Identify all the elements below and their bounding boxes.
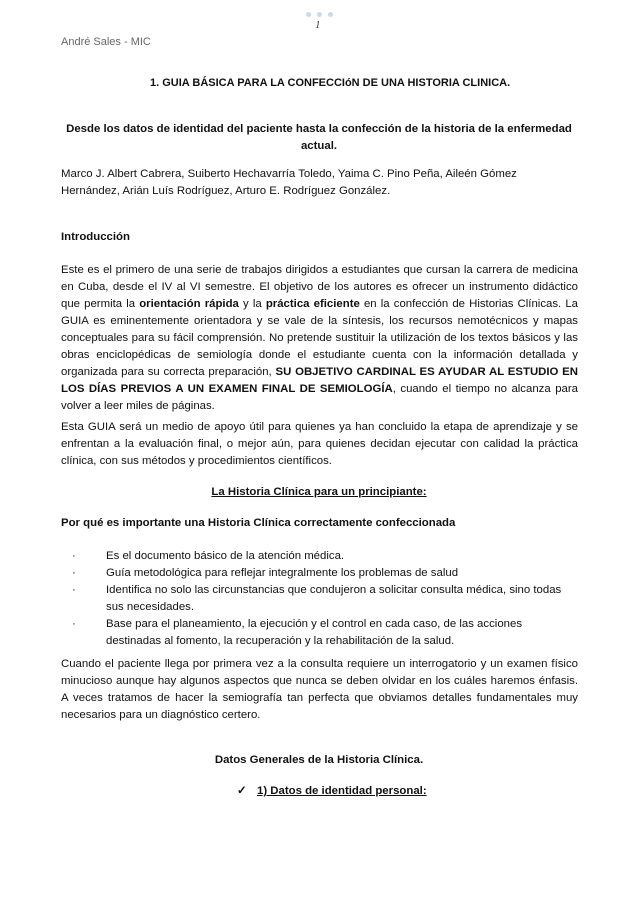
document-title: 1. GUIA BÁSICA PARA LA CONFECCIóN DE UNA HISTORIA CLINICA. bbox=[150, 77, 511, 89]
document-subtitle: Desde los datos de identidad del paciente hasta la confección de la historia de la enfermedad actual. bbox=[66, 123, 572, 152]
page-dots-icon bbox=[306, 12, 336, 20]
intro-paragraph-1: Este es el primero de una serie de trabajos dirigidos a estudiantes que cursan la carrera de medicina en Cuba, desde el IV al VI semestre. El objetivo de los autores es ofrecer un instrumento didáctico que permita la orientación rápida y la práctica eficiente en la confección de Historias Clínicas. La GUIA es eminentemente orientadora y se vale de la síntesis, los recursos nemotécnicos y mapas conceptuales para su fácil comprensión. No pretende sustituir la utilización de los textos básicos y las obras enciclopédicas de semiología donde el estudiante cuenta con la información detallada y organizada para su correcta preparación, SU OBJETIVO CARDINAL ES AYUDAR AL ESTUDIO EN LOS DÍAS PREVIOS A UN EXAMEN FINAL DE SEMIOLOGÍA, cuando el tiempo no alcanza para volver a leer miles de páginas. bbox=[61, 264, 579, 412]
bullet-icon: · bbox=[72, 584, 76, 596]
page-number: 1 bbox=[315, 19, 321, 31]
paragraph-3: Cuando el paciente llega por primera vez a la consulta requiere un interrogatorio y un examen físico minucioso aunque hay algunos aspectos que nunca se deben olvidar en los cuáles haremos énfasis. A veces tratamos de hacer la semiografía tan perfecta que obviamos detalles fundamentales muy necesarios para un diagnóstico certero. bbox=[61, 658, 578, 721]
authors-list: Marco J. Albert Cabrera, Suiberto Hechavarría Toledo, Yaima C. Pino Peña, Aileén Gómez Hernández, Arián Luís Rodríguez, Arturo E. Rodríguez González. bbox=[61, 168, 517, 197]
checkmark-icon: ✓ bbox=[237, 785, 247, 797]
list-item: · Guía metodológica para reflejar integralmente los problemas de salud bbox=[61, 565, 578, 582]
datos-heading: Datos Generales de la Historia Clínica. bbox=[214, 754, 424, 766]
why-heading: Por qué es importante una Historia Clínica correctamente confeccionada bbox=[61, 517, 456, 529]
section-title: La Historia Clínica para un principiante: bbox=[211, 486, 427, 498]
list-item: · Base para el planeamiento, la ejecución y el control en cada caso, de las acciones destinadas al fomento, la recuperación y la rehabilitación de la salud. bbox=[72, 618, 523, 647]
header-author: André Sales - MIC bbox=[61, 36, 151, 48]
list-item: · Identifica no solo las circunstancias que condujeron a solicitar consulta médica, sino todas sus necesidades. bbox=[72, 584, 562, 613]
importance-list bbox=[61, 548, 578, 650]
bullet-icon: · bbox=[72, 550, 76, 562]
bullet-icon: · bbox=[72, 618, 76, 630]
intro-heading: Introducción bbox=[61, 231, 130, 243]
bullet-icon: · bbox=[72, 567, 76, 579]
list-item: · Es el documento básico de la atención médica. bbox=[61, 548, 578, 565]
intro-paragraph-2: Esta GUIA será un medio de apoyo útil para quienes ya han concluido la etapa de aprendizaje y se enfrentan a la evaluación final, o mejor aún, para quienes decidan ejecutar con calidad la práctica clínica, con sus métodos y procedimientos científicos. bbox=[61, 421, 578, 467]
identity-heading: ✓ 1) Datos de identidad personal: bbox=[237, 783, 427, 800]
